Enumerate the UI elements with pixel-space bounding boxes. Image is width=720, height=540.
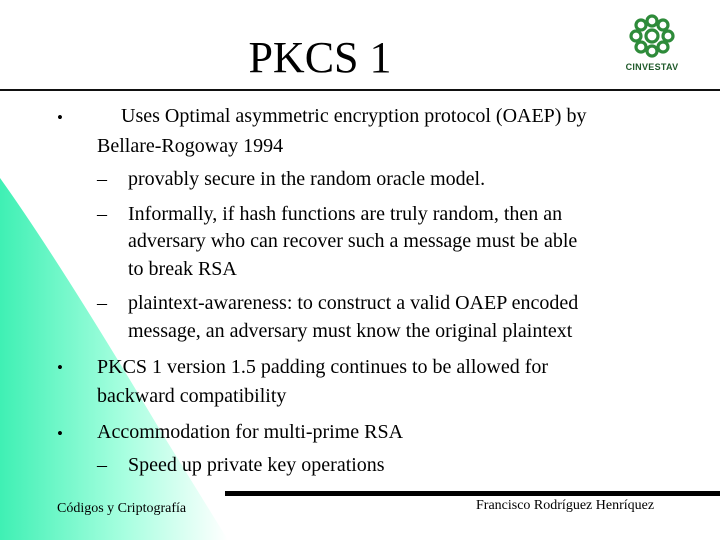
- bullet-marker: •: [57, 108, 63, 127]
- sub-bullet-1-line-1: provably secure in the random oracle model.: [128, 168, 486, 190]
- bullet-marker: •: [57, 358, 63, 377]
- bullet-2-line-1: PKCS 1 version 1.5 padding continues to be allowed for: [97, 356, 549, 378]
- bullet-3-line-1: Accommodation for multi-prime RSA: [97, 421, 404, 443]
- sub-bullet-2-line-1: Informally, if hash functions are truly random, then an: [128, 203, 563, 225]
- sub-bullet-dash: –: [97, 292, 107, 314]
- sub-bullet-dash: –: [97, 454, 107, 476]
- bullet-1-line-2: Bellare-Rogoway 1994: [97, 135, 284, 157]
- footer-right: Francisco Rodríguez Henríquez: [476, 498, 655, 513]
- footer-rule: [225, 491, 720, 496]
- bullet-1-line-1: Uses Optimal asymmetric encryption protocol (OAEP) by: [121, 105, 587, 127]
- bullet-2-line-2: backward compatibility: [97, 385, 287, 407]
- logo-emblem-icon: [626, 12, 678, 62]
- sub-bullet-2-line-3: to break RSA: [128, 258, 237, 280]
- sub-bullet-dash: –: [97, 203, 107, 225]
- bullet-marker: •: [57, 424, 63, 443]
- sub-bullet-3-line-2: message, an adversary must know the original plaintext: [128, 320, 573, 342]
- slide-title: PKCS 1: [248, 33, 392, 82]
- sub-bullet-2-line-2: adversary who can recover such a message must be able: [128, 230, 578, 252]
- sub-bullet-4-line-1: Speed up private key operations: [128, 454, 385, 476]
- sub-bullet-dash: –: [97, 168, 107, 190]
- title-rule: [0, 89, 720, 91]
- logo-text: CINVESTAV: [625, 62, 679, 72]
- cinvestav-logo: [614, 12, 690, 76]
- footer-left: Códigos y Criptografía: [57, 501, 187, 516]
- sub-bullet-3-line-1: plaintext-awareness: to construct a valid OAEP encoded: [128, 292, 579, 314]
